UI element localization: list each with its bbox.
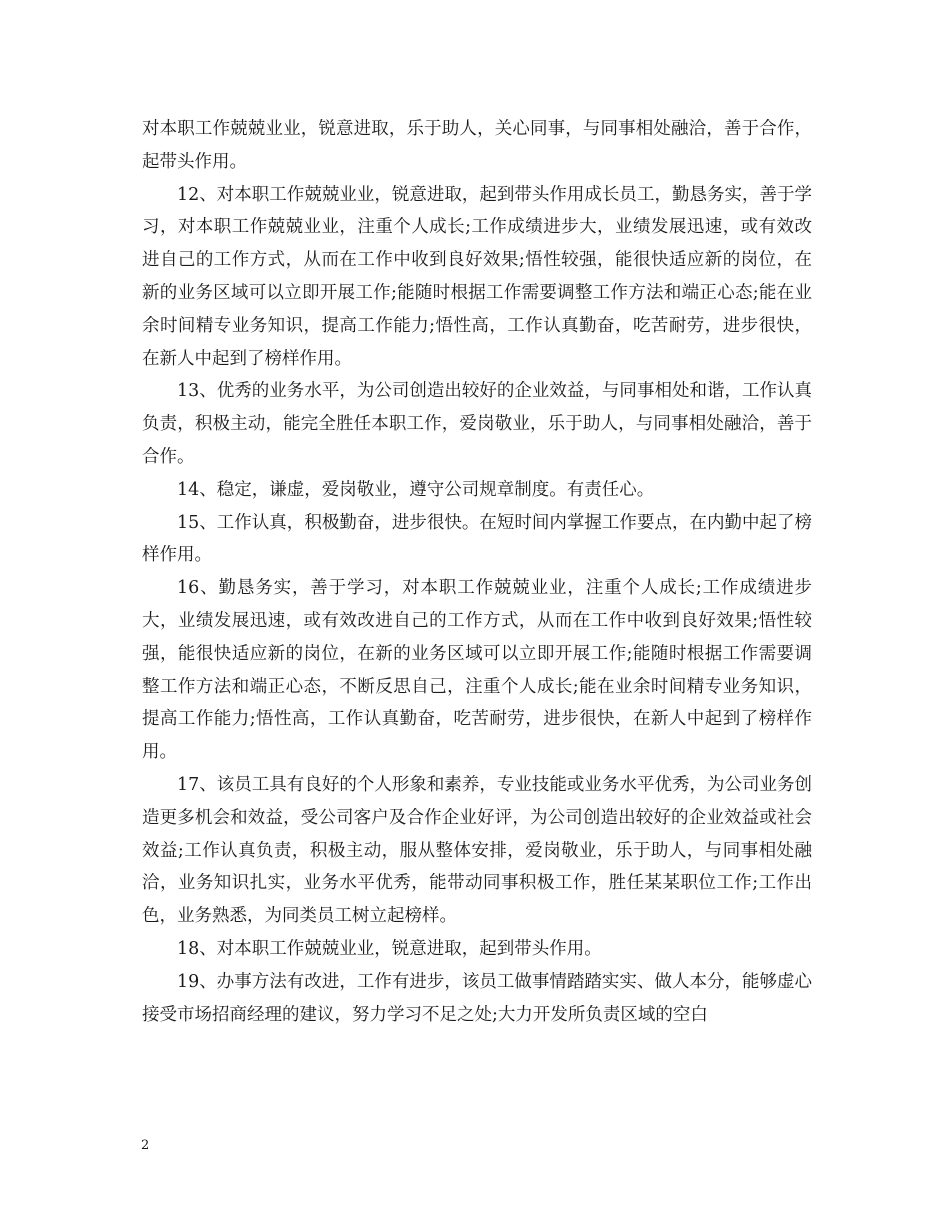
page-number: 2 xyxy=(141,1138,150,1153)
paragraph-item-18: 18、对本职工作兢兢业业，锐意进取，起到带头作用。 xyxy=(177,938,602,959)
paragraph-item-12: 12、对本职工作兢兢业业，锐意进取，起到带头作用成长员工，勤恳务实，善于学习，对本职工作兢兢业业，注重个人成长;工作成绩进步大，业绩发展迅速，或有效改进自己的工作方式，从而在工作中收到良好效果;悟性较强，能很快适应新的岗位，在新的业务区域可以立即开展工作;能随时根据工作需要调整工作方法和端正心态;能在业余时间精专业务知识，提高工作能力;悟性高，工作认真勤奋，吃苦耐劳，进步很快，在新人中起到了榜样作用。 xyxy=(142,184,812,369)
paragraph-item-15: 15、工作认真，积极勤奋，进步很快。在短时间内掌握工作要点，在内勤中起了榜样作用。 xyxy=(142,512,812,566)
paragraph-item-17: 17、该员工具有良好的个人形象和素养，专业技能或业务水平优秀，为公司业务创造更多机会和效益，受公司客户及合作企业好评，为公司创造出较好的企业效益或社会效益;工作认真负责，积极主动，服从整体安排，爱岗敬业，乐于助人，与同事相处融洽，业务知识扎实，业务水平优秀，能带动同事积极工作，胜任某某职位工作;工作出色，业务熟悉，为同类员工树立起榜样。 xyxy=(142,774,812,927)
document-body xyxy=(142,113,812,1031)
paragraph-item-19: 19、办事方法有改进，工作有进步，该员工做事情踏踏实实、做人本分，能够虚心接受市场招商经理的建议，努力学习不足之处;大力开发所负责区域的空白 xyxy=(142,971,812,1025)
paragraph-continuation: 对本职工作兢兢业业，锐意进取，乐于助人，关心同事，与同事相处融洽，善于合作，起带头作用。 xyxy=(142,119,812,172)
paragraph-item-16: 16、勤恳务实，善于学习，对本职工作兢兢业业，注重个人成长;工作成绩进步大，业绩发展迅速，或有效改进自己的工作方式，从而在工作中收到良好效果;悟性较强，能很快适应新的岗位，在新的业务区域可以立即开展工作;能随时根据工作需要调整工作方法和端正心态，不断反思自己，注重个人成长;能在业余时间精专业务知识，提高工作能力;悟性高，工作认真勤奋，吃苦耐劳，进步很快，在新人中起到了榜样作用。 xyxy=(142,578,812,763)
paragraph-item-13: 13、优秀的业务水平，为公司创造出较好的企业效益，与同事相处和谐，工作认真负责，积极主动，能完全胜任本职工作，爱岗敬业，乐于助人，与同事相处融洽，善于合作。 xyxy=(142,381,812,467)
paragraph-item-14: 14、稳定，谦虚，爱岗敬业，遵守公司规章制度。有责任心。 xyxy=(177,479,655,500)
